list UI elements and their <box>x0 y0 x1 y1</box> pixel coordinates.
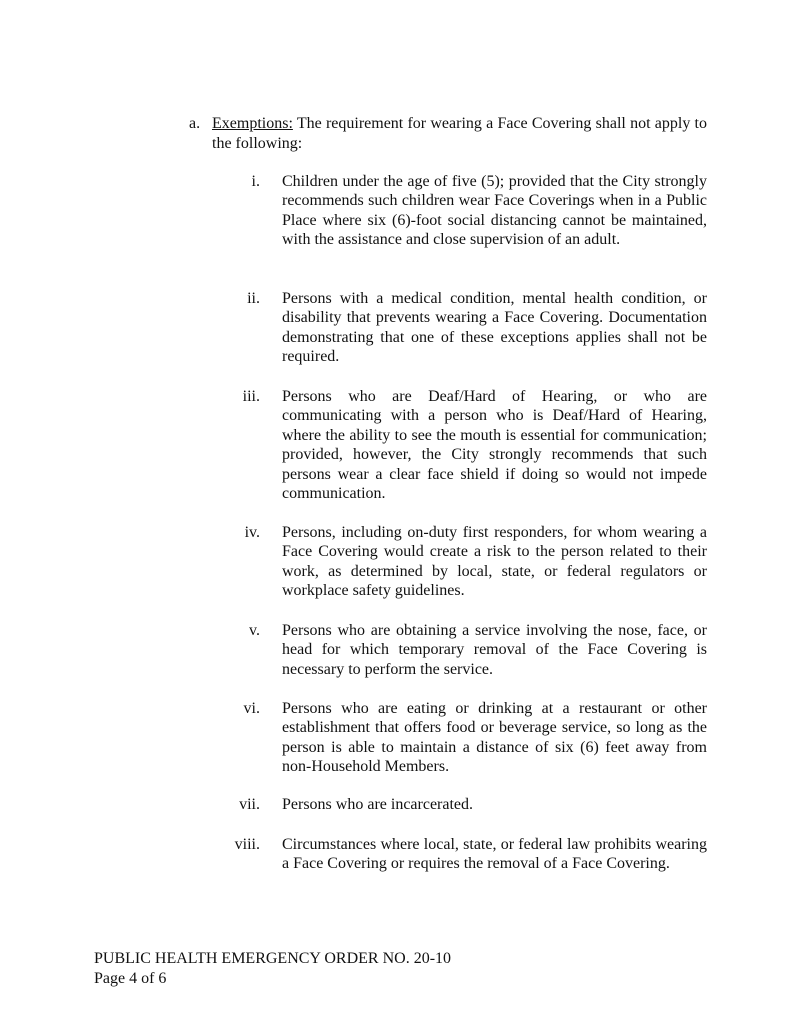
list-item <box>230 835 707 874</box>
list-item-number: v. <box>249 622 260 639</box>
list-item-text: Persons, including on-duty first responders, for whom wearing a Face Covering would create a risk to the person related to their work, as determined by local, state, or federal regulators or workplace safety guidelines. <box>282 524 707 600</box>
list-item-text: Persons who are obtaining a service involving the nose, face, or head for which temporary removal of the Face Covering is necessary to perform the service. <box>282 622 707 678</box>
list-item <box>230 699 707 777</box>
section-intro-text: The requirement for wearing a Face Covering shall not apply to the following: <box>212 115 707 152</box>
section-marker: a. <box>189 115 201 132</box>
list-item-text: Persons who are incarcerated. <box>282 796 474 813</box>
list-item-number: vi. <box>243 700 260 717</box>
list-item-number: viii. <box>234 836 260 853</box>
footer-order-title: PUBLIC HEALTH EMERGENCY ORDER NO. 20-10 <box>94 950 452 967</box>
list-item-number: iii. <box>242 388 260 405</box>
list-item-text: Circumstances where local, state, or federal law prohibits wearing a Face Covering or requires the removal of a Face Covering. <box>282 836 707 873</box>
list-item <box>230 172 707 250</box>
page-footer <box>94 949 451 989</box>
list-item <box>230 289 707 367</box>
list-item-text: Children under the age of five (5); provided that the City strongly recommends such children wear Face Coverings when in a Public Place where six (6)-foot social distancing cannot be maintained, with the assistance and close supervision of an adult. <box>282 173 707 249</box>
footer-page-number: Page 4 of 6 <box>94 970 167 987</box>
list-item-number: ii. <box>247 290 260 307</box>
list-item-text: Persons with a medical condition, mental health condition, or disability that prevents wearing a Face Covering. Documentation demonstrating that one of these exceptions applies shall not be required. <box>282 290 707 366</box>
list-item-number: iv. <box>244 524 260 541</box>
list-item-number: i. <box>251 173 260 190</box>
list-item <box>230 621 707 679</box>
list-item <box>230 387 707 503</box>
section-intro-paragraph <box>212 114 707 154</box>
exemptions-section <box>189 114 707 154</box>
list-item-number: vii. <box>239 796 260 813</box>
list-item-text: Persons who are Deaf/Hard of Hearing, or who are communicating with a person who is Deaf/Hard of Hearing, where the ability to see the mouth is essential for communication; provided, however, the City strongly recommends that such persons wear a clear face shield if doing so would not impede communication. <box>282 388 707 503</box>
section-heading: Exemptions: <box>212 115 293 132</box>
list-item-text: Persons who are eating or drinking at a restaurant or other establishment that offers food or beverage service, so long as the person is able to maintain a distance of six (6) feet away from non-Household Members. <box>282 700 707 776</box>
list-item <box>230 523 707 601</box>
list-item <box>230 795 707 814</box>
